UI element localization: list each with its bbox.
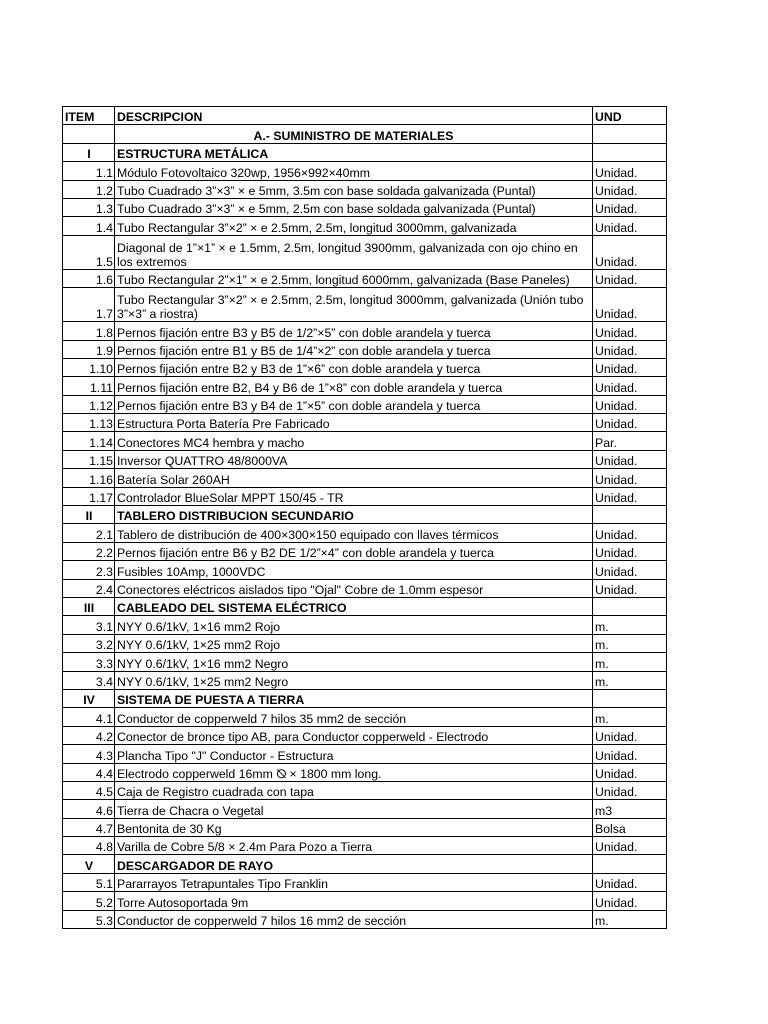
item-cell: V	[63, 855, 115, 873]
item-cell: 1.15	[63, 450, 115, 468]
description-cell: Pernos fijación entre B1 y B5 de 1/4”×2” con doble arandela y tuerca	[115, 340, 593, 358]
item-cell: 4.1	[63, 708, 115, 726]
unit-cell: m.	[593, 653, 667, 671]
unit-cell: Unidad.	[593, 892, 667, 910]
description-cell: NYY 0.6/1kV, 1×16 mm2 Rojo	[115, 616, 593, 634]
unit-cell: m.	[593, 616, 667, 634]
unit-cell: Unidad.	[593, 180, 667, 198]
table-row	[63, 745, 667, 763]
unit-cell: Unidad.	[593, 162, 667, 180]
unit-cell: Unidad.	[593, 837, 667, 855]
unit-cell	[593, 506, 667, 524]
description-cell: Tierra de Chacra o Vegetal	[115, 800, 593, 818]
header-descripcion: DESCRIPCION	[115, 107, 593, 125]
unit-cell: m.	[593, 910, 667, 928]
table-row	[63, 162, 667, 180]
item-cell: 1.17	[63, 487, 115, 505]
unit-cell: m.	[593, 671, 667, 689]
unit-cell: Unidad.	[593, 269, 667, 287]
table-row	[63, 781, 667, 799]
unit-cell: m3	[593, 800, 667, 818]
item-cell: 4.3	[63, 745, 115, 763]
description-cell: Tubo Rectangular 2”×1” × e 2.5mm, longitud 6000mm, galvanizada (Base Paneles)	[115, 269, 593, 287]
section-row	[63, 143, 667, 161]
materials-table-body	[63, 107, 667, 929]
item-cell: 3.3	[63, 653, 115, 671]
table-row	[63, 395, 667, 413]
description-cell: Pernos fijación entre B6 y B2 DE 1/2”×4” con doble arandela y tuerca	[115, 542, 593, 560]
section-row	[63, 689, 667, 707]
table-row	[63, 616, 667, 634]
description-cell: Inversor QUATTRO 48/8000VA	[115, 450, 593, 468]
unit-cell: Unidad.	[593, 377, 667, 395]
unit-cell	[593, 143, 667, 161]
item-cell: 4.5	[63, 781, 115, 799]
unit-cell: Unidad.	[593, 487, 667, 505]
table-row	[63, 198, 667, 216]
unit-cell: Unidad.	[593, 763, 667, 781]
item-cell: 1.5	[63, 235, 115, 269]
description-cell: Estructura Porta Batería Pre Fabricado	[115, 414, 593, 432]
description-cell: Conductor de copperweld 7 hilos 16 mm2 de sección	[115, 910, 593, 928]
table-row	[63, 561, 667, 579]
item-cell: 2.3	[63, 561, 115, 579]
description-cell: Conductor de copperweld 7 hilos 35 mm2 de sección	[115, 708, 593, 726]
table-row	[63, 708, 667, 726]
description-cell: TABLERO DISTRIBUCION SECUNDARIO	[115, 506, 593, 524]
table-title-item-cell	[63, 125, 115, 143]
description-cell: CABLEADO DEL SISTEMA ELÉCTRICO	[115, 597, 593, 615]
unit-cell: Unidad.	[593, 198, 667, 216]
description-cell: NYY 0.6/1kV, 1×25 mm2 Rojo	[115, 634, 593, 652]
table-row	[63, 288, 667, 322]
description-cell: Batería Solar 260AH	[115, 469, 593, 487]
item-cell: 1.13	[63, 414, 115, 432]
description-cell: SISTEMA DE PUESTA A TIERRA	[115, 689, 593, 707]
item-cell: 4.6	[63, 800, 115, 818]
section-row	[63, 597, 667, 615]
description-cell: Controlador BlueSolar MPPT 150/45 - TR	[115, 487, 593, 505]
description-cell: Pernos fijación entre B2, B4 y B6 de 1”×8” con doble arandela y tuerca	[115, 377, 593, 395]
item-cell: 1.16	[63, 469, 115, 487]
table-row	[63, 818, 667, 836]
table-row	[63, 217, 667, 235]
table-row	[63, 800, 667, 818]
description-cell: Pararrayos Tetrapuntales Tipo Franklin	[115, 873, 593, 891]
item-cell: 1.2	[63, 180, 115, 198]
unit-cell: m.	[593, 634, 667, 652]
table-row	[63, 450, 667, 468]
description-cell: Pernos fijación entre B3 y B5 de 1/2”×5” con doble arandela y tuerca	[115, 322, 593, 340]
item-cell: I	[63, 143, 115, 161]
description-cell: Caja de Registro cuadrada con tapa	[115, 781, 593, 799]
description-cell: DESCARGADOR DE RAYO	[115, 855, 593, 873]
description-cell: NYY 0.6/1kV, 1×16 mm2 Negro	[115, 653, 593, 671]
description-cell: Tubo Cuadrado 3”×3” × e 5mm, 3.5m con base soldada galvanizada (Puntal)	[115, 180, 593, 198]
section-row	[63, 506, 667, 524]
table-row	[63, 322, 667, 340]
item-cell: 1.8	[63, 322, 115, 340]
description-cell: Electrodo copperweld 16mm ⦰ × 1800 mm long.	[115, 763, 593, 781]
description-cell: Tubo Rectangular 3”×2” × e 2.5mm, 2.5m, longitud 3000mm, galvanizada (Unión tubo 3”×3” a riostra)	[115, 288, 593, 322]
table-row	[63, 542, 667, 560]
table-row	[63, 763, 667, 781]
item-cell: 1.12	[63, 395, 115, 413]
unit-cell: Par.	[593, 432, 667, 450]
table-row	[63, 892, 667, 910]
table-row	[63, 235, 667, 269]
item-cell: 2.4	[63, 579, 115, 597]
unit-cell: m.	[593, 708, 667, 726]
unit-cell: Unidad.	[593, 873, 667, 891]
description-cell: Conectores MC4 hembra y macho	[115, 432, 593, 450]
table-row	[63, 432, 667, 450]
table-row	[63, 377, 667, 395]
table-row	[63, 340, 667, 358]
table-row	[63, 579, 667, 597]
table-row	[63, 671, 667, 689]
table-title: A.- SUMINISTRO DE MATERIALES	[115, 125, 593, 143]
description-cell: NYY 0.6/1kV, 1×25 mm2 Negro	[115, 671, 593, 689]
item-cell: 1.4	[63, 217, 115, 235]
table-row	[63, 837, 667, 855]
description-cell: Diagonal de 1”×1” × e 1.5mm, 2.5m, longitud 3900mm, galvanizada con ojo chino en los extremos	[115, 235, 593, 269]
header-item: ITEM	[63, 107, 115, 125]
description-cell: ESTRUCTURA METÁLICA	[115, 143, 593, 161]
description-cell: Conector de bronce tipo AB, para Conductor copperweld - Electrodo	[115, 726, 593, 744]
table-header-row	[63, 107, 667, 125]
description-cell: Pernos fijación entre B3 y B4 de 1”×5” con doble arandela y tuerca	[115, 395, 593, 413]
description-cell: Torre Autosoportada 9m	[115, 892, 593, 910]
unit-cell	[593, 689, 667, 707]
item-cell: 3.2	[63, 634, 115, 652]
item-cell: 1.3	[63, 198, 115, 216]
item-cell: 1.1	[63, 162, 115, 180]
table-row	[63, 487, 667, 505]
item-cell: 4.7	[63, 818, 115, 836]
header-und: UND	[593, 107, 667, 125]
description-cell: Fusibles 10Amp, 1000VDC	[115, 561, 593, 579]
unit-cell: Unidad.	[593, 358, 667, 376]
unit-cell: Unidad.	[593, 469, 667, 487]
item-cell: 4.4	[63, 763, 115, 781]
unit-cell: Unidad.	[593, 322, 667, 340]
item-cell: 2.1	[63, 524, 115, 542]
unit-cell: Unidad.	[593, 340, 667, 358]
description-cell: Tubo Rectangular 3”×2” × e 2.5mm, 2.5m, longitud 3000mm, galvanizada	[115, 217, 593, 235]
table-row	[63, 634, 667, 652]
materials-table	[62, 106, 667, 929]
table-row	[63, 414, 667, 432]
description-cell: Plancha Tipo "J" Conductor - Estructura	[115, 745, 593, 763]
item-cell: 1.7	[63, 288, 115, 322]
unit-cell: Unidad.	[593, 745, 667, 763]
unit-cell: Unidad.	[593, 524, 667, 542]
unit-cell	[593, 855, 667, 873]
table-title-row	[63, 125, 667, 143]
unit-cell	[593, 597, 667, 615]
unit-cell: Unidad.	[593, 542, 667, 560]
item-cell: 3.4	[63, 671, 115, 689]
unit-cell: Unidad.	[593, 414, 667, 432]
table-row	[63, 358, 667, 376]
table-row	[63, 726, 667, 744]
table-row	[63, 910, 667, 928]
item-cell: 4.2	[63, 726, 115, 744]
table-row	[63, 269, 667, 287]
item-cell: 1.14	[63, 432, 115, 450]
table-row	[63, 873, 667, 891]
item-cell: IV	[63, 689, 115, 707]
item-cell: 1.10	[63, 358, 115, 376]
unit-cell: Bolsa	[593, 818, 667, 836]
description-cell: Tubo Cuadrado 3”×3” × e 5mm, 2.5m con base soldada galvanizada (Puntal)	[115, 198, 593, 216]
table-row	[63, 524, 667, 542]
unit-cell: Unidad.	[593, 726, 667, 744]
description-cell: Bentonita de 30 Kg	[115, 818, 593, 836]
item-cell: 1.11	[63, 377, 115, 395]
unit-cell: Unidad.	[593, 781, 667, 799]
unit-cell: Unidad.	[593, 561, 667, 579]
unit-cell: Unidad.	[593, 450, 667, 468]
item-cell: 5.2	[63, 892, 115, 910]
item-cell: III	[63, 597, 115, 615]
unit-cell: Unidad.	[593, 217, 667, 235]
table-row	[63, 180, 667, 198]
unit-cell: Unidad.	[593, 395, 667, 413]
unit-cell: Unidad.	[593, 288, 667, 322]
item-cell: 5.1	[63, 873, 115, 891]
table-row	[63, 469, 667, 487]
description-cell: Tablero de distribución de 400×300×150 equipado con llaves térmicos	[115, 524, 593, 542]
description-cell: Módulo Fotovoltaico 320wp, 1956×992×40mm	[115, 162, 593, 180]
item-cell: 1.6	[63, 269, 115, 287]
item-cell: 2.2	[63, 542, 115, 560]
item-cell: 5.3	[63, 910, 115, 928]
item-cell: 3.1	[63, 616, 115, 634]
description-cell: Pernos fijación entre B2 y B3 de 1”×6” con doble arandela y tuerca	[115, 358, 593, 376]
description-cell: Conectores eléctricos aislados tipo "Ojal" Cobre de 1.0mm espesor	[115, 579, 593, 597]
table-title-und-cell	[593, 125, 667, 143]
item-cell: 4.8	[63, 837, 115, 855]
table-row	[63, 653, 667, 671]
unit-cell: Unidad.	[593, 235, 667, 269]
unit-cell: Unidad.	[593, 579, 667, 597]
section-row	[63, 855, 667, 873]
description-cell: Varilla de Cobre 5/8 × 2.4m Para Pozo a Tierra	[115, 837, 593, 855]
item-cell: II	[63, 506, 115, 524]
item-cell: 1.9	[63, 340, 115, 358]
